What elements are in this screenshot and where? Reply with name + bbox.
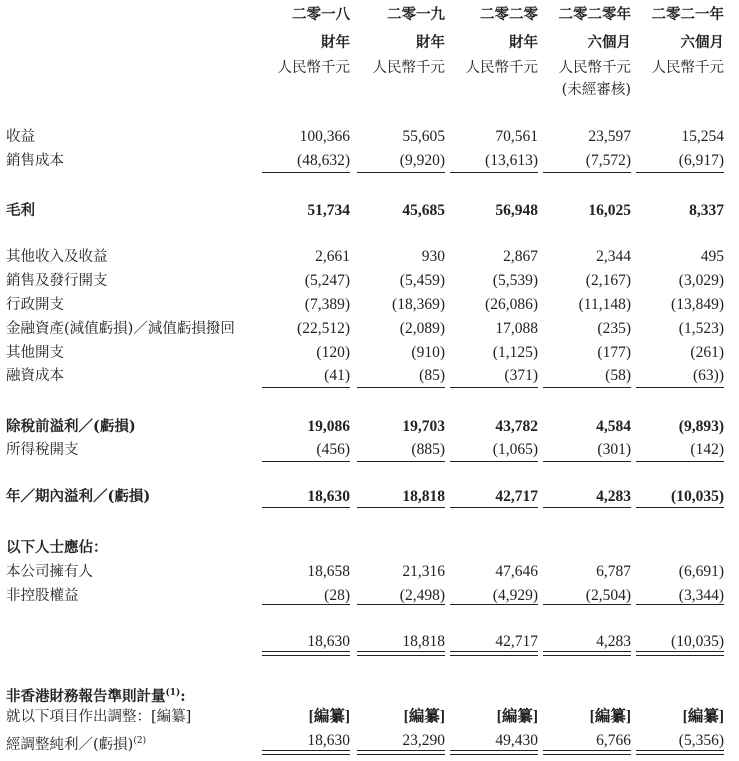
row-label [6,152,64,170]
row-label [6,272,108,290]
table-cell-value: 8,337 [689,202,724,219]
row-label-text: 融資成本 [6,368,64,384]
table-cell-value: (3,344) [678,587,724,604]
row-label-text: 收益 [6,129,35,145]
total-double-underline [262,651,350,656]
subtotal-underline [450,387,538,388]
table-cell-value: (9,920) [399,152,445,169]
total-double-underline [450,750,538,755]
subtotal-underline [636,507,724,508]
total-double-underline [543,651,631,656]
table-cell-value: 2,344 [596,248,631,265]
footnote-marker: (1) [165,688,181,698]
table-cell-value: 17,088 [495,320,538,337]
table-cell-value: (48,632) [297,152,350,169]
table-cell-value: 18,818 [402,488,445,505]
table-cell-value: 19,086 [307,418,350,435]
subtotal-underline [543,604,631,605]
subtotal-underline [636,387,724,388]
row-label-text: 其他收入及收益 [6,249,108,265]
table-cell-value: (371) [504,367,538,384]
row-label [6,539,108,557]
subtotal-underline [357,507,445,508]
table-cell-value: (10,035) [671,633,724,650]
row-label-text: 經調整純利／(虧損) [6,736,134,753]
table-cell-value: (2,089) [399,320,445,337]
subtotal-underline [262,387,350,388]
subtotal-underline [357,461,445,462]
table-cell-value: (120) [316,344,350,361]
subtotal-underline [543,172,631,173]
table-cell-value: (5,459) [399,272,445,289]
row-label [6,418,136,436]
column-header-period: 二零二零 [480,6,538,23]
subtotal-underline [357,387,445,388]
table-cell-value: (18,369) [392,296,445,313]
table-cell-value: (58) [605,367,631,384]
table-cell-value: 42,717 [495,488,538,505]
table-cell-value: 15,254 [681,128,724,145]
table-cell-value: (28) [324,587,350,604]
column-header-unit: 人民幣千元 [651,60,724,76]
column-header-period: 二零一九 [387,6,445,23]
row-label-text: 金融資產(減值虧損)／減值虧損撥回 [6,321,235,337]
table-cell-value: (22,512) [297,320,350,337]
column-header-unit: 人民幣千元 [465,60,538,76]
table-cell-value: (2,498) [399,587,445,604]
table-cell-value: [編纂] [589,708,631,725]
column-header-unit: 人民幣千元 [372,60,445,76]
table-cell-value: 4,283 [596,633,631,650]
table-cell-value: (1,125) [492,344,538,361]
row-label [6,367,64,385]
total-double-underline [262,750,350,755]
row-label-text: 年／期內溢利／(虧損) [6,488,151,505]
table-cell-value: (1,523) [678,320,724,337]
row-label-text: 非控股權益 [6,588,79,604]
table-cell-value: (41) [324,367,350,384]
row-label [6,587,79,605]
subtotal-underline [636,604,724,605]
row-label-text: 銷售成本 [6,153,64,169]
row-label [6,202,35,220]
label-suffix: : [180,687,186,705]
column-header-type: 財年 [509,34,538,51]
total-double-underline [543,750,631,755]
table-cell-value: (10,035) [671,488,724,505]
row-label [6,732,146,754]
table-cell-value: (11,148) [578,296,631,313]
table-cell-value: [編纂] [682,708,724,725]
table-cell-value: (9,893) [678,418,724,435]
row-label-text: 所得稅開支 [6,442,79,458]
subtotal-underline [357,172,445,173]
row-label-text: 行政開支 [6,297,64,313]
table-cell-value: 930 [421,248,445,265]
row-label [6,248,108,266]
table-cell-value: 70,561 [495,128,538,145]
row-label [6,320,235,338]
table-cell-value: (13,613) [485,152,538,169]
table-cell-value: (235) [597,320,631,337]
table-cell-value: 2,867 [503,248,538,265]
table-cell-value: 18,630 [307,633,350,650]
table-cell-value: (177) [597,344,631,361]
table-cell-value: (6,691) [678,563,724,580]
column-header-period: 二零二一年 [651,6,724,23]
table-cell-value: 495 [700,248,724,265]
row-label [6,128,35,146]
column-header-period: 二零二零年 [558,6,631,23]
table-cell-value: (4,929) [492,587,538,604]
subtotal-underline [262,604,350,605]
table-cell-value: (5,356) [678,732,724,749]
subtotal-underline [636,172,724,173]
footnote-marker: (2) [133,736,147,746]
table-cell-value: 49,430 [495,732,538,749]
table-cell-value: (6,917) [678,152,724,169]
table-cell-value: 23,290 [402,732,445,749]
table-cell-value: 6,766 [596,732,631,749]
table-cell-value: 18,658 [307,563,350,580]
table-cell-value: (910) [411,344,445,361]
row-label [6,684,186,706]
column-header-type: 六個月 [680,34,724,51]
table-cell-value: (7,572) [585,152,631,169]
table-cell-value: (885) [411,441,445,458]
subtotal-underline [262,172,350,173]
table-cell-value: (142) [690,441,724,458]
table-cell-value: [編纂] [308,708,350,725]
column-header-type: 財年 [416,34,445,51]
table-cell-value: (26,086) [485,296,538,313]
table-cell-value: 16,025 [588,202,631,219]
subtotal-underline [262,507,350,508]
table-cell-value: 18,630 [307,732,350,749]
table-cell-value: (5,247) [304,272,350,289]
table-cell-value: 21,316 [402,563,445,580]
row-label [6,488,150,506]
table-cell-value: (261) [690,344,724,361]
table-cell-value: 4,584 [596,418,631,435]
table-cell-value: 43,782 [495,418,538,435]
table-cell-value: 23,597 [588,128,631,145]
column-header-unit: 人民幣千元 [277,60,350,76]
column-header-unit: 人民幣千元 [558,60,631,76]
subtotal-underline [636,461,724,462]
row-label [6,344,64,362]
row-label-text: 銷售及發行開支 [6,273,108,289]
table-cell-value: 18,630 [307,488,350,505]
table-cell-value: 6,787 [596,563,631,580]
table-cell-value: 55,605 [402,128,445,145]
table-cell-value: 100,366 [299,128,350,145]
subtotal-underline [543,507,631,508]
subtotal-underline [357,604,445,605]
subtotal-underline [543,387,631,388]
row-label-text: 以下人士應佔： [6,539,108,556]
row-label [6,441,79,459]
table-cell-value: 42,717 [495,633,538,650]
row-label-text: 其他開支 [6,345,64,361]
table-cell-value: (7,389) [304,296,350,313]
table-cell-value: 51,734 [307,202,350,219]
row-label-text: 毛利 [6,202,35,219]
total-double-underline [636,750,724,755]
column-header-period: 二零一八 [292,6,350,23]
subtotal-underline [450,604,538,605]
row-label [6,296,64,314]
table-cell-value: 47,646 [495,563,538,580]
table-cell-value: (85) [419,367,445,384]
total-double-underline [357,651,445,656]
total-double-underline [636,651,724,656]
total-double-underline [357,750,445,755]
row-label [6,708,191,726]
table-cell-value: 18,818 [402,633,445,650]
row-label-text: 本公司擁有人 [6,564,93,580]
subtotal-underline [543,461,631,462]
table-cell-value: (2,504) [585,587,631,604]
column-header-type: 六個月 [587,34,631,51]
row-label [6,563,93,581]
table-cell-value: (456) [316,441,350,458]
column-header-type: 財年 [321,34,350,51]
table-cell-value: (2,167) [585,272,631,289]
table-cell-value: 2,661 [315,248,350,265]
table-cell-value: 45,685 [402,202,445,219]
table-cell-value: (301) [597,441,631,458]
table-cell-value: [編纂] [403,708,445,725]
table-cell-value: (5,539) [492,272,538,289]
table-cell-value: 4,283 [596,488,631,505]
column-header-note: (未經審核) [561,82,631,98]
table-cell-value: 19,703 [402,418,445,435]
subtotal-underline [450,461,538,462]
table-cell-value: (13,849) [671,296,724,313]
row-label-text: 除稅前溢利／(虧損) [6,418,136,435]
subtotal-underline [262,461,350,462]
row-label-text: 就以下項目作出調整：[編纂] [6,709,192,725]
table-cell-value: [編纂] [496,708,538,725]
subtotal-underline [450,172,538,173]
table-cell-value: (63)) [693,367,724,384]
subtotal-underline [450,507,538,508]
table-cell-value: (1,065) [492,441,538,458]
total-double-underline [450,651,538,656]
table-cell-value: (3,029) [678,272,724,289]
row-label-text: 非香港財務報告準則計量 [6,687,166,705]
table-cell-value: 56,948 [495,202,538,219]
